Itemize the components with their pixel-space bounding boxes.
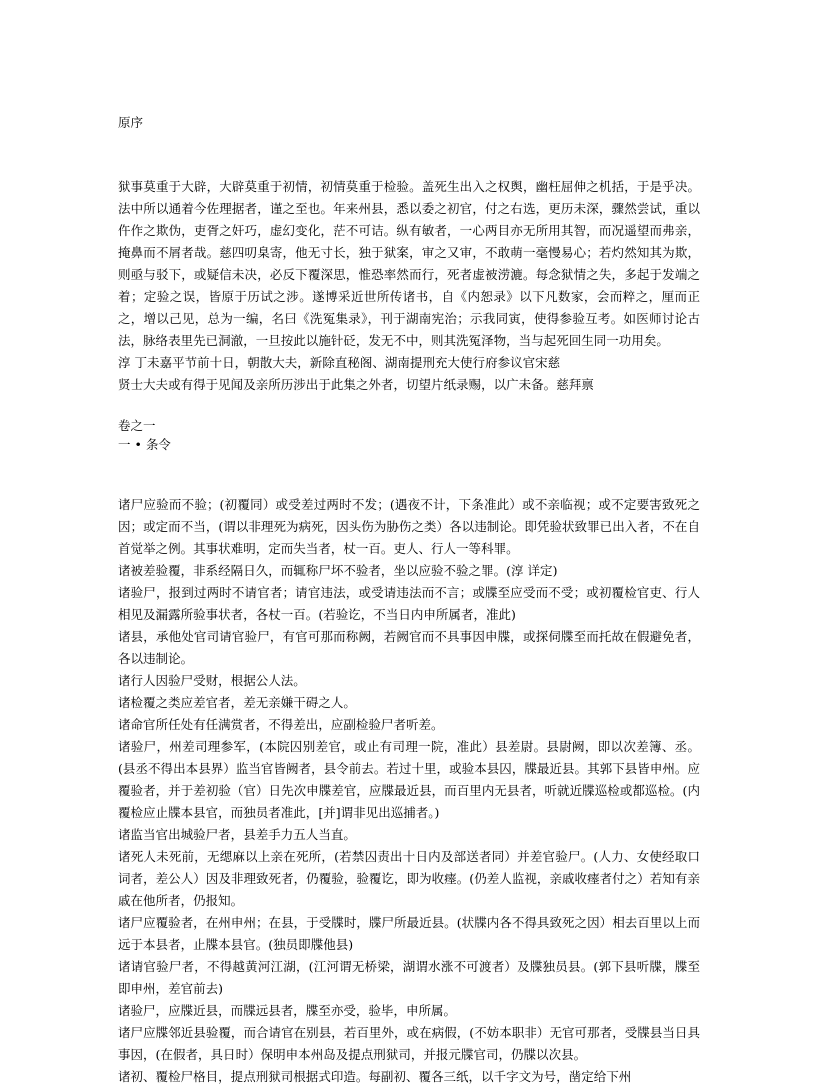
clause-item: 诸尸应牒邻近县验覆，而合请官在别县，若百里外，或在病假，(不妨本职非）无官可那者，受牒县当日具事因，(在假者，具日时）保明申本州岛及提点刑狱司，并报元牒官司，仍牒以次县。 — [118, 1025, 700, 1062]
clause-item: 诸尸应验而不验；(初覆同）或受差过两时不发；(遇夜不计，下条准此）或不亲临视；或不定要害致死之因；或定而不当，(谓以非理死为病死，因头伤为胁伤之类）各以违制论。即凭验状致罪已出入者，不在自首觉举之例。其事状难明，定而失当者，杖一百。吏人、行人一等科罪。 — [118, 497, 700, 556]
preface-signature: 淳 丁未嘉平节前十日，朝散大夫，新除直秘阁、湖南提刑充大使行府参议官宋慈 — [118, 355, 561, 370]
spacer — [118, 454, 700, 494]
preface-title: 原序 — [118, 115, 144, 130]
clause-item: 诸被差验覆，非系经隔日久，而辄称尸坏不验者，坐以应验不验之罪。(淳 详定) — [118, 563, 558, 578]
volume-title: 卷之一 — [118, 418, 156, 433]
clause-item: 诸检覆之类应差官者，差无亲嫌干碍之人。 — [118, 695, 356, 710]
spacer — [118, 134, 700, 176]
clause-item: 诸县，承他处官司请官验尸，有官可那而称阙，若阙官而不具事因申牒，或探伺牒至而托故在假避免者，各以违制论。 — [118, 629, 700, 666]
clause-item: 诸初、覆检尸格目，提点刑狱司根据式印造。每副初、覆各三纸，以千字文为号，凿定给下州 — [118, 1069, 632, 1084]
clause-item: 诸验尸，报到过两时不请官者；请官违法，或受请违法而不言；或牒至应受而不受；或初覆检官吏、行人相见及漏露所验事状者，各杖一百。(若验讫，不当日内申所属者，准此) — [118, 585, 700, 622]
clause-list — [118, 494, 700, 1088]
clause-item: 诸尸应覆验者，在州申州；在县，于受牒时，牒尸所最近县。(状牒内各不得具致死之因）相去百里以上而远于本县者，止牒本县官。(独员即牒他县) — [118, 915, 700, 952]
clause-item: 诸验尸，应牒近县，而牒远县者，牒至亦受，验毕，申所属。 — [118, 1003, 457, 1018]
clause-item: 诸验尸，州差司理参军，(本院囚别差官，或止有司理一院，准此）县差尉。县尉阙，即以次差簿、丞。(县丞不得出本县界）监当官皆阙者，县令前去。若过十里，或验本县囚，牒最近县。其郭下县皆申州。应覆验者，并于差初验（官）日先次申牒差官，应牒最近县，而百里内无县者，听就近牒巡检或都巡检。(内覆检应止牒本县官，而独员者准此，[并]谓非见出巡捕者。) — [118, 739, 700, 820]
section-title: 一 • 条令 — [118, 437, 171, 452]
preface-postscript: 贤士大夫或有得于见闻及亲所历涉出于此集之外者，切望片纸录赐，以广未备。慈拜禀 — [118, 377, 594, 392]
clause-item: 诸行人因验尸受财，根据公人法。 — [118, 673, 306, 688]
clause-item: 诸监当官出城验尸者，县差手力五人当直。 — [118, 827, 356, 842]
document-page — [118, 112, 700, 1088]
clause-item: 诸命官所任处有任满赏者，不得差出，应副检验尸者听差。 — [118, 717, 444, 732]
spacer — [118, 396, 700, 416]
preface-paragraph: 狱事莫重于大辟，大辟莫重于初情，初情莫重于检验。盖死生出入之权舆，幽枉屈伸之机括，于是乎决。法中所以通着今佐理据者，谨之至也。年来州县，悉以委之初官，付之右选，更历未深，骤然尝试，重以仵作之欺伪，吏胥之奸巧，虚幻变化，茫不可诘。纵有敏者，一心两目亦无所用其智，而况遥望而弗亲，掩鼻而不屑者哉。慈四叨臬寄，他无寸长，独于狱案，审之又审，不敢萌一毫慢易心；若灼然知其为欺，则亟与驳下，或疑信未决，必反下覆深思，惟恐率然而行，死者虚被涝漉。每念狱情之失，多起于发端之着；定验之误，皆原于历试之涉。遂博采近世所传诸书，自《内恕录》以下凡数家，会而粹之，厘而正之，增以己见，总为一编，名曰《洗冤集录》，刊于湖南宪治；示我同寅，使得参验互考。如医师讨论古法，脉络表里先已洞澈，一旦按此以施针砭，发无不中，则其洗冤泽物，当与起死回生同一功用矣。 — [118, 179, 700, 348]
clause-item: 诸死人未死前，无缌麻以上亲在死所，(若禁囚责出十日内及部送者同）并差官验尸。(人力、女使经取口词者，差公人）因及非理致死者，仍覆验，验覆讫，即为收瘗。(仍差人监视，亲戚收瘗者付之）若知有亲戚在他所者，仍报知。 — [118, 849, 700, 908]
clause-item: 诸请官验尸者，不得越黄河江湖，(江河谓无桥梁，湖谓水涨不可渡者）及牒独员县。(郭下县听牒，牒至即申州，差官前去) — [118, 959, 700, 996]
